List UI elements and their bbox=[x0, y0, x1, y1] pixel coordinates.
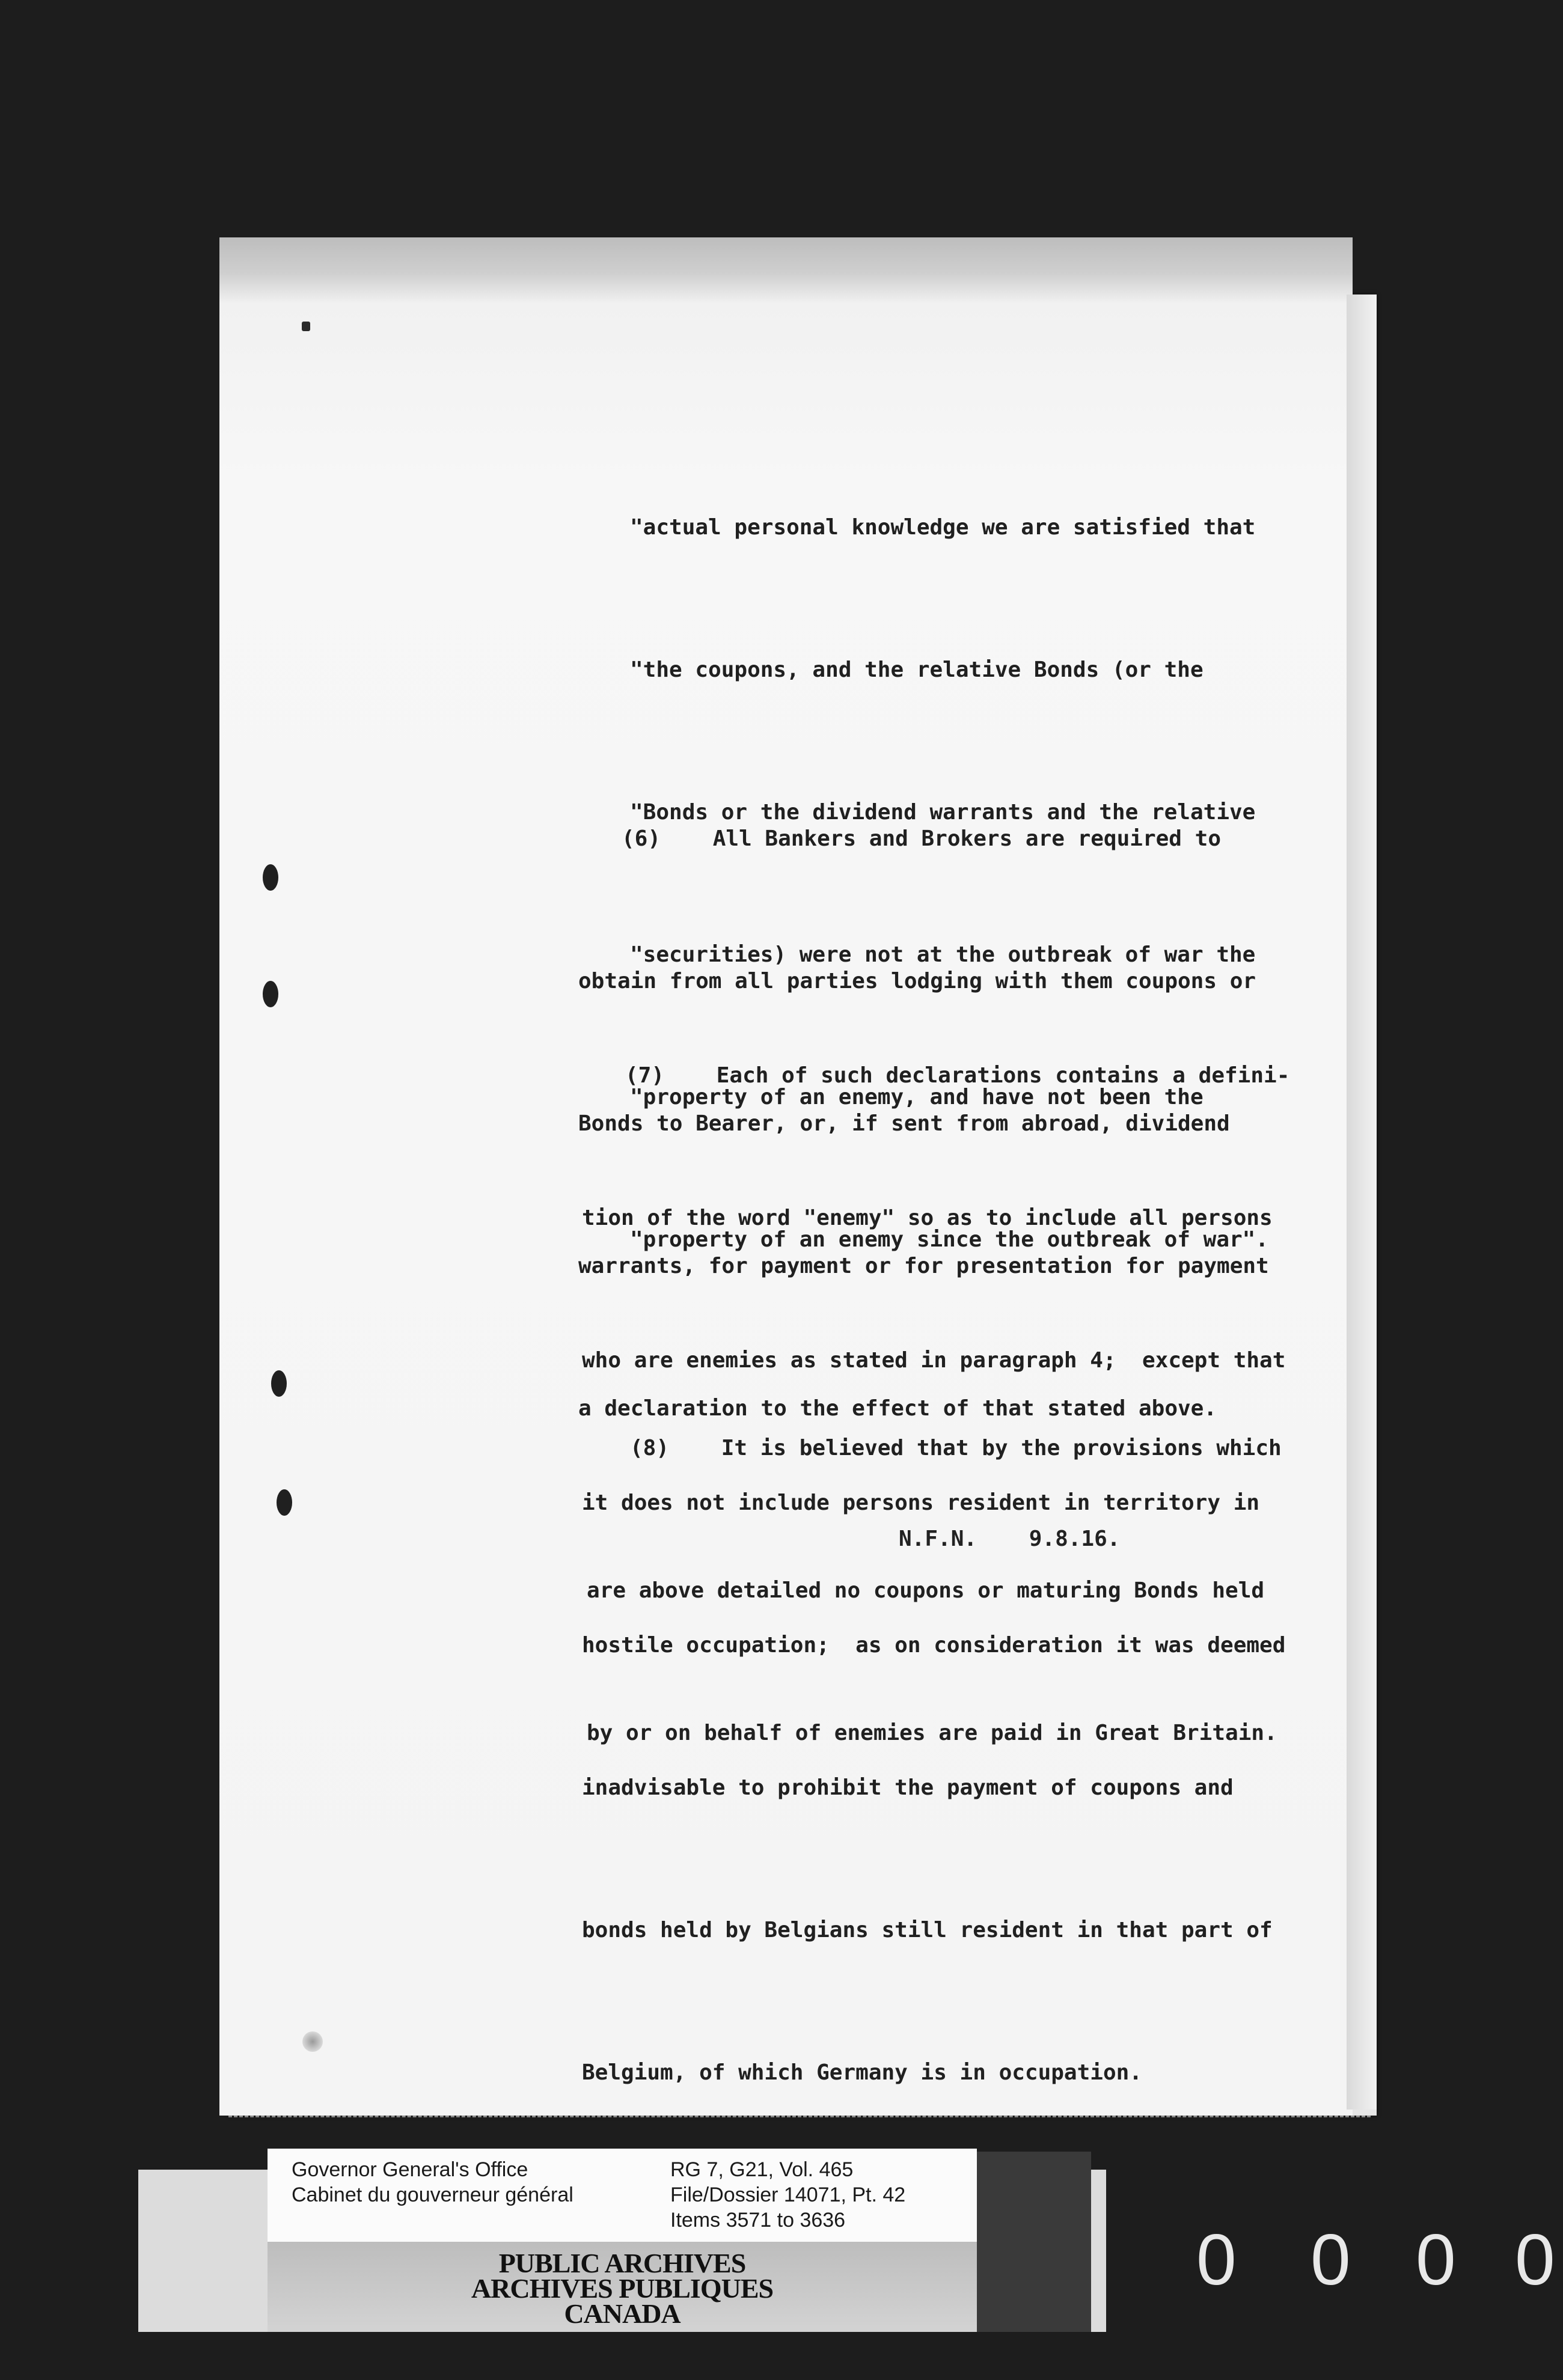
text-line: inadvisable to prohibit the payment of coupons and bbox=[582, 1775, 1234, 1800]
paper-smudge bbox=[302, 2031, 323, 2052]
item-range: Items 3571 to 3636 bbox=[670, 2209, 846, 2232]
frame-counter-digit: 0 bbox=[1515, 2220, 1555, 2300]
frame-counter-digit: 0 bbox=[1196, 2220, 1237, 2300]
text-line: it does not include persons resident in territory in bbox=[582, 1491, 1260, 1515]
text-line: warrants, for payment or for presentation for payment bbox=[578, 1254, 1269, 1278]
record-group-reference: RG 7, G21, Vol. 465 bbox=[670, 2158, 854, 2181]
text-line: Belgium, of which Germany is in occupation. bbox=[582, 2060, 1142, 2085]
text-line: (6) All Bankers and Brokers are required to bbox=[622, 826, 1221, 851]
frame-counter-digit: 0 bbox=[1416, 2220, 1456, 2300]
label-shadow-tab bbox=[977, 2152, 1091, 2332]
file-dossier-number: File/Dossier 14071, Pt. 42 bbox=[670, 2183, 906, 2206]
archives-line-french: ARCHIVES PUBLIQUES bbox=[471, 2273, 774, 2304]
text-line: who are enemies as stated in paragraph 4; except that bbox=[582, 1348, 1286, 1373]
office-english: Governor General's Office bbox=[292, 2158, 528, 2181]
punch-hole bbox=[263, 864, 278, 891]
public-archives-stamp bbox=[268, 2242, 977, 2332]
text-line: "actual personal knowledge we are satisfied that bbox=[630, 515, 1256, 540]
archives-line-country: CANADA bbox=[564, 2298, 681, 2329]
archive-reference-card bbox=[268, 2149, 977, 2242]
text-line: a declaration to the effect of that stated above. bbox=[578, 1396, 1217, 1421]
text-line: bonds held by Belgians still resident in that part of bbox=[582, 1918, 1273, 1942]
text-line: "property of an enemy since the outbreak of war". bbox=[630, 1227, 1269, 1252]
text-line: obtain from all parties lodging with them coupons or bbox=[578, 969, 1256, 993]
text-line: by or on behalf of enemies are paid in Great Britain. bbox=[587, 1721, 1277, 1745]
film-edge-line bbox=[228, 2116, 1371, 2117]
text-line: "securities) were not at the outbreak of war the bbox=[630, 942, 1256, 967]
text-line: "property of an enemy, and have not been the bbox=[630, 1085, 1204, 1109]
staple-mark bbox=[302, 322, 310, 331]
text-line: are above detailed no coupons or maturing Bonds held bbox=[587, 1578, 1265, 1603]
archives-line-english: PUBLIC ARCHIVES bbox=[498, 2248, 746, 2278]
frame-counter-digit: 0 bbox=[1311, 2220, 1351, 2300]
text-line: tion of the word "enemy" so as to include all persons bbox=[582, 1206, 1273, 1230]
paragraph-8 bbox=[587, 1329, 1368, 1852]
punch-hole bbox=[263, 981, 278, 1007]
text-line: (7) Each of such declarations contains a defini- bbox=[625, 1063, 1290, 1088]
office-french: Cabinet du gouverneur général bbox=[292, 2183, 574, 2206]
text-line: (8) It is believed that by the provisions which bbox=[630, 1436, 1282, 1460]
text-line: "the coupons, and the relative Bonds (or the bbox=[630, 658, 1204, 682]
text-line: hostile occupation; as on consideration it was deemed bbox=[582, 1633, 1286, 1658]
signoff-initials-date: N.F.N. 9.8.16. bbox=[899, 1527, 1121, 1551]
text-line: Bonds to Bearer, or, if sent from abroad, dividend bbox=[578, 1111, 1230, 1136]
punch-hole bbox=[277, 1489, 292, 1516]
text-line: "Bonds or the dividend warrants and the relative bbox=[630, 800, 1256, 825]
punch-hole bbox=[271, 1370, 287, 1397]
